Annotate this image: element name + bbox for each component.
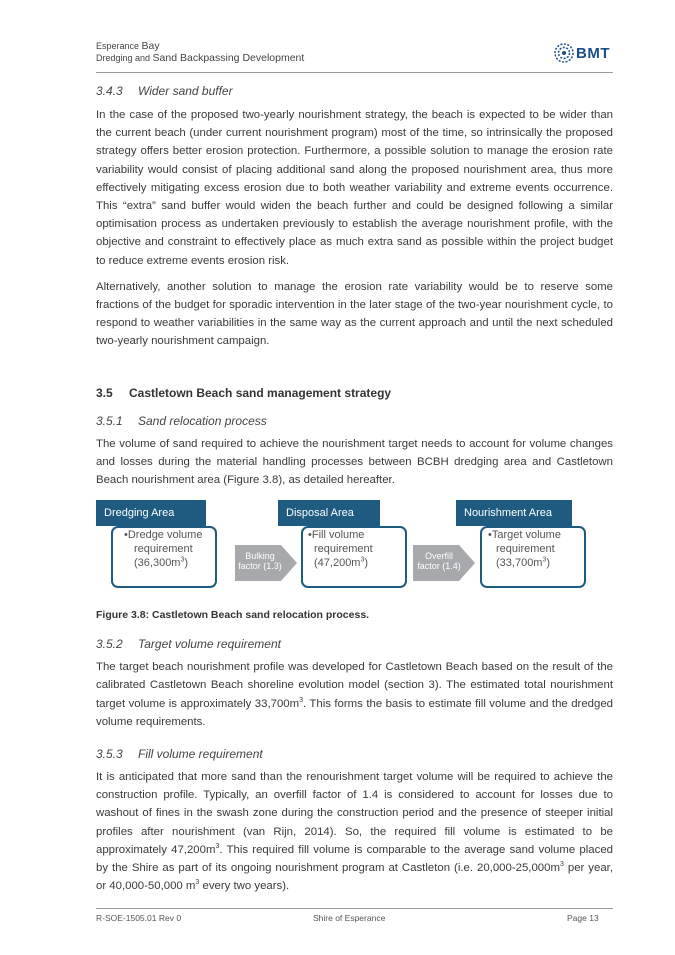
nourishment-area-title: Nourishment Area: [456, 500, 572, 526]
footer-divider: [96, 908, 613, 909]
bulking-factor-label: Bulking factor (1.3): [238, 551, 282, 572]
section-3-5-2-paragraph: The target beach nourishment profile was developed for Castletown Beach based on the result of the calibrated Castletown Beach shoreline evolution model (section 3). The estimated total nourishment target volume is approximately $33,700m^3$. This forms the basis to estimate fill volume and the dredged volume requirements.: [96, 661, 614, 728]
section-3-5-1-paragraph: The volume of sand required to achieve the nourishment target needs to account for volume changes and losses during the material handling processes between BCBH dredging area and Castletown Beach nourishment area (Figure 3.8), as detailed hereafter.: [96, 437, 613, 487]
page-content: [96, 82, 613, 895]
footer-client: Shire of Esperance: [313, 913, 386, 923]
section-3-4-3-paragraph-2: Alternatively, another solution to manage the erosion rate variability would be to reserve some fractions of the budget for sporadic intervention in the later stage of the two-year nourishment cycle, to respond to weather variabilities in the same way as the current approach and until the next scheduled two-yearly nourishment campaign.: [96, 280, 613, 348]
section-3-5-3-heading: 3.5.3 Fill volume requirement: [96, 747, 263, 762]
dredging-area-text: •Dredge volume requirement $(36,300m^3)$: [124, 529, 203, 570]
figure-caption: Figure 3.8: Castletown Beach sand relocation process.: [96, 609, 370, 622]
header-title-line2: Dredging and Sand Backpassing Development: [96, 52, 305, 64]
header-divider: [96, 72, 613, 73]
nourishment-area-text: •Target volume requirement $(33,700m^3)$: [488, 529, 561, 570]
disposal-area-title: Disposal Area: [278, 500, 380, 526]
footer-page-number: Page 13: [567, 913, 599, 923]
section-3-5-3-paragraph: It is anticipated that more sand than the renourishment target volume will be required to achieve the construction profile. Typically, an overfill factor of 1.4 is considered to account for losses due to washout of fines in the swash zone during the construction period and the presence of steeper initial profiles after nourishment (van Rijn, 2014). So, the required fill volume is estimated to be approximately $47,200m^3$. This required fill volume is comparable to the average sand volume placed by the Shire as part of its ongoing nourishment program at Castleton (i.e. $20,000-25,000m^3$ per year, or 40,000-50,000 $m^3$ every two years).: [96, 771, 613, 893]
section-3-5-heading: 3.5 Castletown Beach sand management strategy: [96, 385, 392, 400]
sand-relocation-diagram: [96, 500, 613, 596]
dredging-area-title: Dredging Area: [96, 500, 206, 526]
logo-text: BMT: [576, 45, 610, 62]
header-title-line1: Esperance Bay: [96, 40, 160, 52]
section-3-4-3-heading: 3.4.3 Wider sand buffer: [96, 84, 233, 98]
footer-document-id: R-SOE-1505.01 Rev 0: [96, 913, 182, 923]
overfill-factor-label: Overfill factor (1.4): [417, 551, 461, 572]
section-3-5-2-heading: 3.5.2 Target volume requirement: [96, 637, 281, 652]
disposal-area-text: •Fill volume requirement $(47,200m^3)$: [308, 529, 373, 570]
section-3-5-1-heading: 3.5.1 Sand relocation process: [96, 413, 267, 428]
bmt-logo: [554, 40, 614, 66]
page-header: [96, 40, 304, 64]
section-3-4-3-paragraph-1: In the case of the proposed two-yearly nourishment strategy, the beach is expected to be wider than the current beach (under current nourishment program) most of the time, so intrinsically the proposed strategy offers better erosion protection. Furthermore, a possible solution to manage the erosion rate variability would consist of placing additional sand along the proposed nourishment area, thus more effectively mitigating excess erosion due to both weather variability and extreme events occurrence. This “extra” sand buffer would widen the beach further and could be designed following a similar optimisation process as undertaken previously to establish the average nourishment profile, with the objective and constraint to effectively place as much extra sand as possible within the project budget to reduce extreme events erosion risk.: [96, 109, 613, 267]
